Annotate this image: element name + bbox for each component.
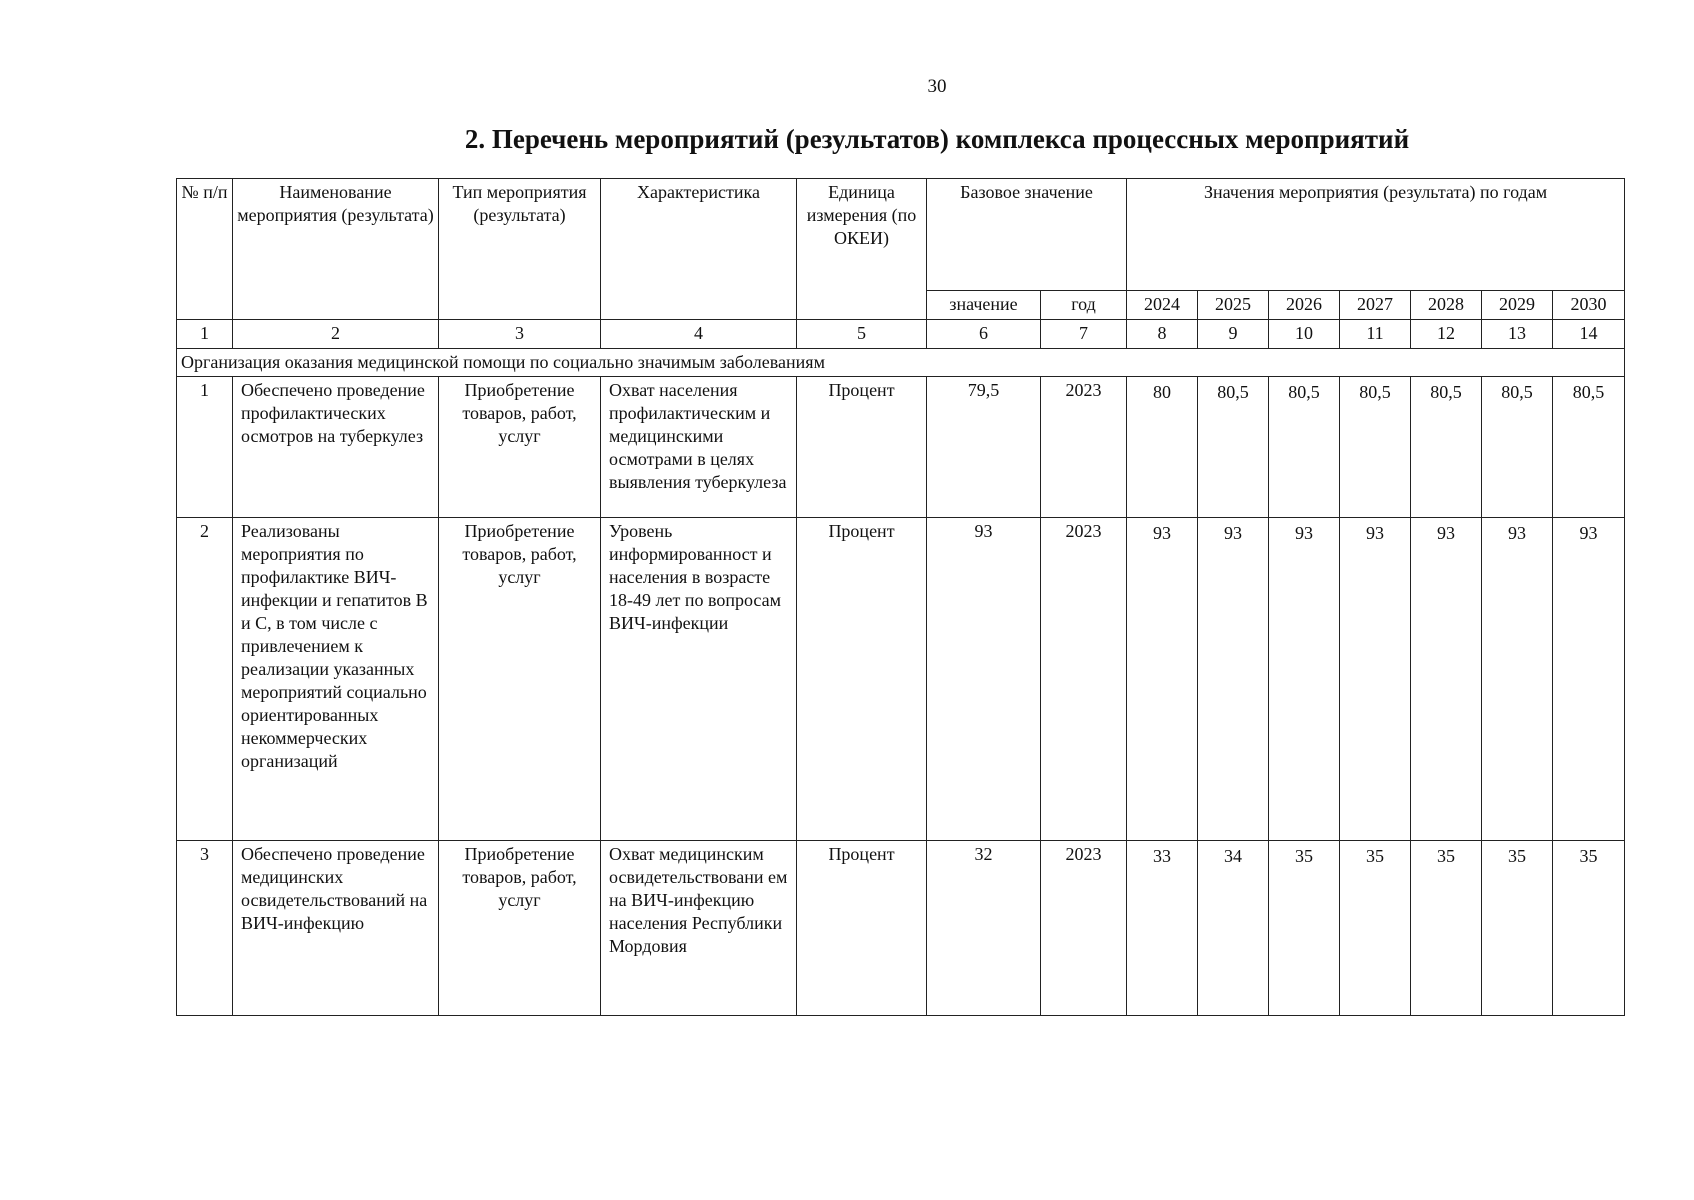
row-name: Обеспечено проведение медицинских освидетельствований на ВИЧ-инфекцию	[233, 841, 439, 1016]
header-year: 2030	[1553, 291, 1625, 320]
row-base-value: 93	[927, 518, 1041, 841]
column-number: 14	[1553, 320, 1625, 349]
column-number: 8	[1127, 320, 1198, 349]
header-type: Тип мероприятия (результата)	[439, 179, 601, 320]
header-base: Базовое значение	[927, 179, 1127, 291]
column-number: 2	[233, 320, 439, 349]
row-value-2028: 35	[1411, 841, 1482, 1016]
row-value-2025: 80,5	[1198, 377, 1269, 518]
row-type: Приобретение товаров, работ, услуг	[439, 841, 601, 1016]
row-characteristic: Уровень информированност и населения в возрасте 18-49 лет по вопросам ВИЧ-инфекции	[601, 518, 797, 841]
row-unit: Процент	[797, 841, 927, 1016]
column-number: 12	[1411, 320, 1482, 349]
row-characteristic: Охват медицинским освидетельствовани ем на ВИЧ-инфекцию населения Республики Мордовия	[601, 841, 797, 1016]
column-number: 3	[439, 320, 601, 349]
row-base-value: 32	[927, 841, 1041, 1016]
header-year: 2028	[1411, 291, 1482, 320]
row-base-year: 2023	[1041, 841, 1127, 1016]
row-value-2029: 93	[1482, 518, 1553, 841]
table-row	[177, 377, 1625, 518]
row-value-2027: 80,5	[1340, 377, 1411, 518]
row-value-2025: 34	[1198, 841, 1269, 1016]
row-base-value: 79,5	[927, 377, 1041, 518]
header-year: 2026	[1269, 291, 1340, 320]
row-type: Приобретение товаров, работ, услуг	[439, 518, 601, 841]
table-row	[177, 518, 1625, 841]
column-number: 1	[177, 320, 233, 349]
header-base-year: год	[1041, 291, 1127, 320]
column-number: 5	[797, 320, 927, 349]
row-value-2027: 35	[1340, 841, 1411, 1016]
header-year: 2025	[1198, 291, 1269, 320]
section-title: Организация оказания медицинской помощи по социально значимым заболеваниям	[177, 349, 1625, 377]
row-value-2030: 93	[1553, 518, 1625, 841]
column-number: 4	[601, 320, 797, 349]
row-num: 1	[177, 377, 233, 518]
row-type: Приобретение товаров, работ, услуг	[439, 377, 601, 518]
row-value-2030: 35	[1553, 841, 1625, 1016]
header-characteristic: Характеристика	[601, 179, 797, 320]
row-value-2026: 93	[1269, 518, 1340, 841]
header-year: 2024	[1127, 291, 1198, 320]
row-unit: Процент	[797, 518, 927, 841]
page-number: 30	[927, 76, 947, 97]
row-base-year: 2023	[1041, 377, 1127, 518]
row-unit: Процент	[797, 377, 927, 518]
row-characteristic: Охват населения профилактическим и медицинскими осмотрами в целях выявления туберкулеза	[601, 377, 797, 518]
document-title: 2. Перечень мероприятий (результатов) комплекса процессных мероприятий	[464, 124, 1410, 154]
table-row	[177, 841, 1625, 1016]
row-value-2029: 80,5	[1482, 377, 1553, 518]
column-number-row	[177, 320, 1625, 349]
row-value-2028: 80,5	[1411, 377, 1482, 518]
header-unit: Единица измерения (по ОКЕИ)	[797, 179, 927, 320]
measures-table	[176, 178, 1625, 1016]
row-num: 2	[177, 518, 233, 841]
column-number: 7	[1041, 320, 1127, 349]
header-num: № п/п	[177, 179, 233, 320]
row-value-2030: 80,5	[1553, 377, 1625, 518]
column-number: 13	[1482, 320, 1553, 349]
row-value-2024: 80	[1127, 377, 1198, 518]
row-value-2028: 93	[1411, 518, 1482, 841]
row-value-2025: 93	[1198, 518, 1269, 841]
row-name: Реализованы мероприятия по профилактике ВИЧ-инфекции и гепатитов B и C, в том числе с привлечением к реализации указанных мероприятий социально ориентированных некоммерческих организаций	[233, 518, 439, 841]
header-row	[177, 179, 1625, 291]
row-base-year: 2023	[1041, 518, 1127, 841]
header-base-value: значение	[927, 291, 1041, 320]
column-number: 11	[1340, 320, 1411, 349]
column-number: 10	[1269, 320, 1340, 349]
row-value-2024: 93	[1127, 518, 1198, 841]
header-name: Наименование мероприятия (результата)	[233, 179, 439, 320]
row-value-2027: 93	[1340, 518, 1411, 841]
column-number: 9	[1198, 320, 1269, 349]
section-row	[177, 349, 1625, 377]
header-year: 2029	[1482, 291, 1553, 320]
row-value-2029: 35	[1482, 841, 1553, 1016]
row-num: 3	[177, 841, 233, 1016]
row-value-2024: 33	[1127, 841, 1198, 1016]
header-years: Значения мероприятия (результата) по годам	[1127, 179, 1625, 291]
row-name: Обеспечено проведение профилактических осмотров на туберкулез	[233, 377, 439, 518]
header-year: 2027	[1340, 291, 1411, 320]
row-value-2026: 35	[1269, 841, 1340, 1016]
column-number: 6	[927, 320, 1041, 349]
row-value-2026: 80,5	[1269, 377, 1340, 518]
